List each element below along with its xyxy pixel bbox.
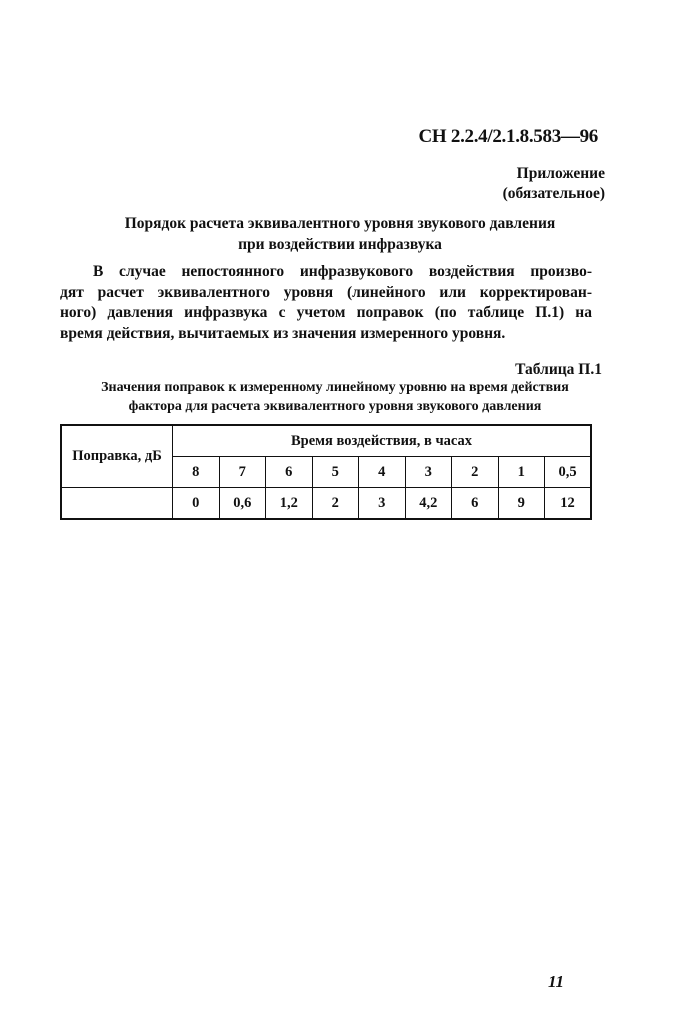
paragraph-line: ного) давления инфразвука с учетом поправок (по таблице П.1) на [60,304,592,321]
correction-cell: 0,6 [219,488,266,520]
hours-cell: 2 [452,457,499,488]
correction-cell: 3 [359,488,406,520]
hours-cell: 0,5 [545,457,592,488]
correction-cell: 4,2 [405,488,452,520]
hours-cell: 4 [359,457,406,488]
table-header-row [61,425,591,457]
empty-cell [61,488,173,520]
section-title [80,213,600,255]
correction-cell: 6 [452,488,499,520]
page-number: 11 [548,972,565,991]
correction-cell: 1,2 [266,488,313,520]
paragraph-line: дят расчет эквивалентного уровня (линейного или корректирован- [60,283,592,301]
row-header-correction: Поправка, дБ [61,425,173,488]
correction-cell: 9 [498,488,545,520]
hours-cell: 6 [266,457,313,488]
correction-cell: 0 [173,488,220,520]
hours-cell: 8 [173,457,220,488]
appendix-label [503,164,605,204]
table-row-corrections [61,488,591,520]
section-title-line-2: при воздействии инфразвука [238,236,442,253]
table-caption-line-2: фактора для расчета эквивалентного уровня звукового давления [128,399,542,414]
paragraph-line: В случае непостоянного инфразвукового воздействия произво- [93,263,592,280]
hours-cell: 1 [498,457,545,488]
corrections-table [60,424,592,520]
paragraph-line: время действия, вычитаемых из значения измеренного уровня. [60,324,506,342]
table-caption-line-1: Значения поправок к измеренному линейному уровню на время действия [101,380,569,395]
appendix-title: Приложение [516,165,605,182]
column-group-header: Время воздействия, в часах [173,425,592,457]
appendix-status: (обязательное) [502,185,605,202]
document-code: СН 2.2.4/2.1.8.583—96 [418,126,598,147]
section-title-line-1: Порядок расчета эквивалентного уровня звукового давления [124,215,556,232]
table-label: Таблица П.1 [515,361,602,378]
hours-cell: 5 [312,457,359,488]
correction-cell: 12 [545,488,592,520]
correction-cell: 2 [312,488,359,520]
body-paragraph [60,262,592,344]
table-caption [55,378,615,416]
hours-cell: 3 [405,457,452,488]
hours-cell: 7 [219,457,266,488]
